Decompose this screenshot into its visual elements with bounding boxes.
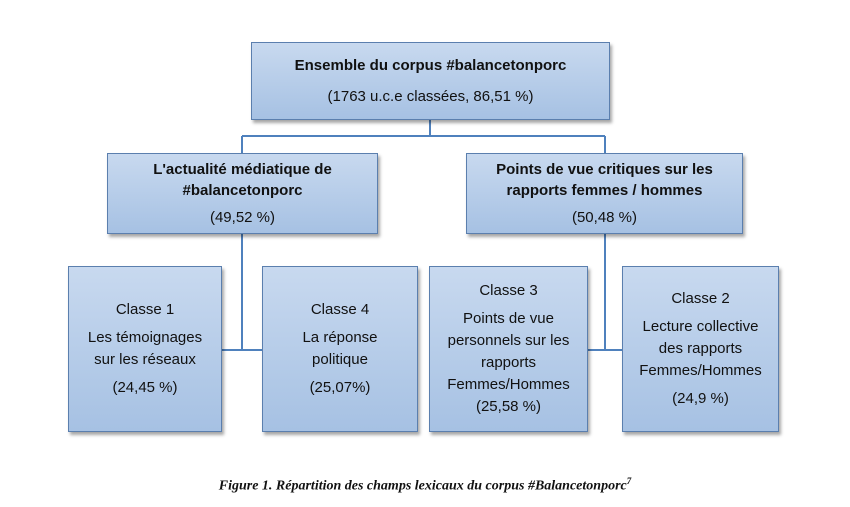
figure-caption <box>0 476 850 495</box>
class-label-line: Femmes/Hommes <box>639 362 762 379</box>
class-label-line: politique <box>312 351 368 368</box>
branch-percent: (50,48 %) <box>571 208 638 226</box>
class-percent: (24,45 %) <box>112 379 178 396</box>
branch-title-line: Points de vue critiques sur les <box>496 160 713 178</box>
class-percent: (24,9 %) <box>672 390 729 407</box>
class-box-4 <box>262 266 418 432</box>
class-name: Classe 3 <box>479 282 538 299</box>
branch-box-media <box>107 153 378 234</box>
root-detail: (1763 u.c.e classées, 86,51 %) <box>327 87 534 105</box>
class-label-line: Femmes/Hommes <box>447 376 570 393</box>
class-name: Classe 1 <box>115 301 175 318</box>
class-label-line: des rapports <box>658 340 743 357</box>
branch-title-line: #balancetonporc <box>182 181 303 199</box>
class-label-line: Points de vue <box>463 310 554 327</box>
caption-text: Figure 1. Répartition des champs lexicaux du corpus #Balancetonporc <box>218 478 627 494</box>
branch-percent: (49,52 %) <box>209 208 276 226</box>
branch-title-line: rapports femmes / hommes <box>506 181 703 199</box>
class-label-line: Lecture collective <box>642 318 759 335</box>
class-box-1 <box>68 266 222 432</box>
branch-box-critical-views <box>466 153 743 234</box>
class-name: Classe 4 <box>310 301 370 318</box>
class-name: Classe 2 <box>671 290 730 307</box>
class-label-line: La réponse <box>302 329 378 346</box>
class-box-3 <box>429 266 588 432</box>
root-box <box>251 42 610 120</box>
footnote-mark: 7 <box>626 476 632 486</box>
class-box-2 <box>622 266 779 432</box>
root-title: Ensemble du corpus #balancetonporc <box>294 56 567 74</box>
class-label-line: personnels sur les <box>447 332 570 349</box>
class-label-line: Les témoignages <box>87 329 203 346</box>
class-percent: (25,58 %) <box>475 398 542 415</box>
class-label-line: sur les réseaux <box>94 351 196 368</box>
class-percent: (25,07%) <box>309 379 371 396</box>
class-label-line: rapports <box>480 354 537 371</box>
branch-title-line: L'actualité médiatique de <box>153 160 332 178</box>
